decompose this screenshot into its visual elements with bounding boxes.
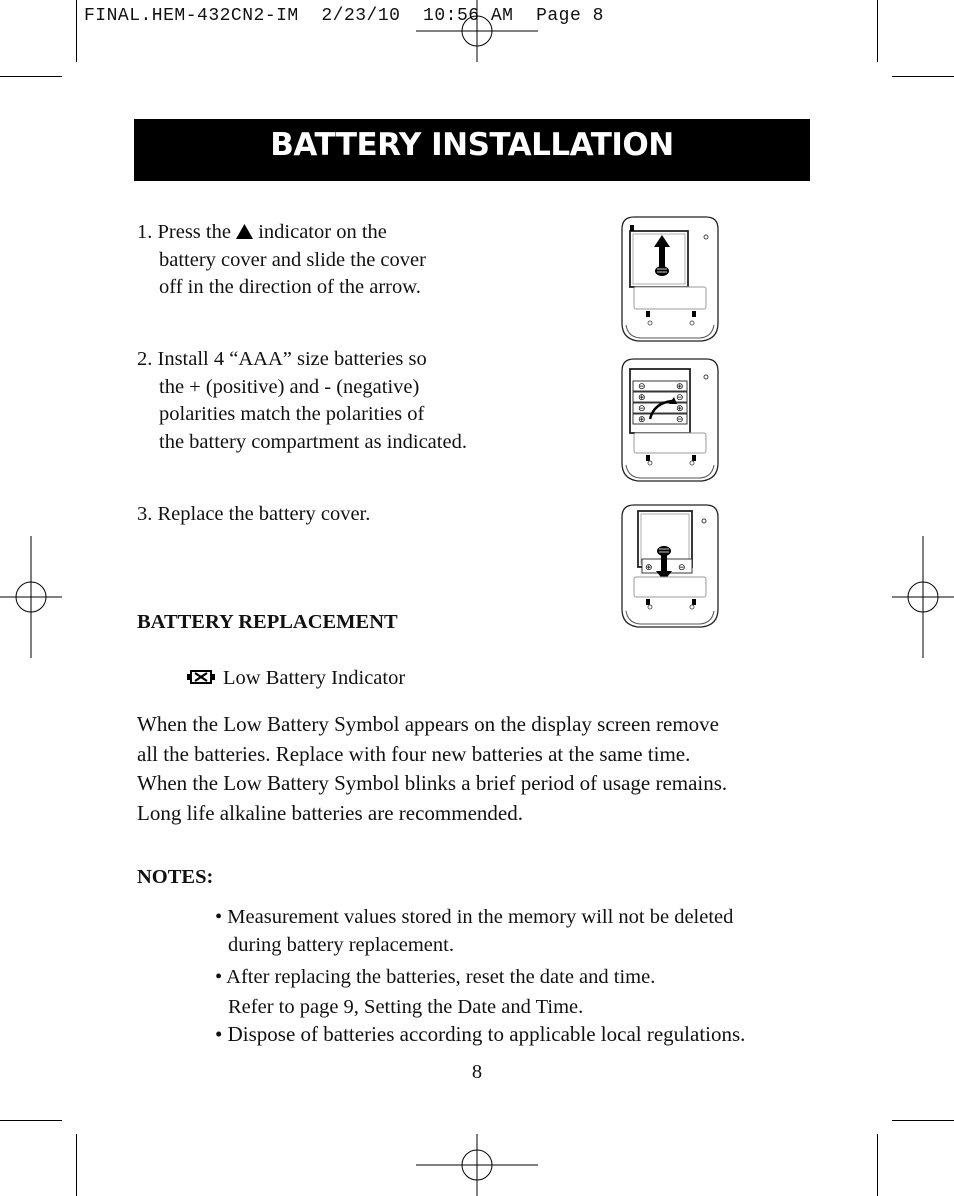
step-text: Replace the battery cover. — [157, 503, 371, 525]
crop-mark-icon — [892, 1120, 954, 1121]
svg-text:⊖: ⊖ — [678, 563, 686, 573]
printer-slug: FINAL.HEM-432CN2-IM 2/23/10 10:56 AM Page 8 — [84, 6, 604, 26]
note-text: • Measurement values stored in the memory will not be deleted — [215, 906, 734, 928]
svg-text:⊕: ⊕ — [676, 382, 684, 392]
note-item-2 — [215, 962, 815, 1022]
step-text: Install 4 “AAA” size batteries so — [157, 348, 427, 370]
crop-mark-icon — [877, 1134, 878, 1196]
step-text: Press the — [157, 221, 231, 243]
svg-text:⊖: ⊖ — [676, 415, 684, 425]
registration-mark-icon — [416, 0, 538, 62]
svg-text:⊖: ⊖ — [676, 393, 684, 403]
svg-text:⊖: ⊖ — [638, 382, 646, 392]
triangle-up-icon — [236, 224, 253, 239]
notes-heading: NOTES: — [137, 866, 214, 888]
batteries-installed-illustration — [620, 357, 720, 483]
note-text: during battery replacement. — [228, 934, 454, 956]
svg-text:⊖: ⊖ — [638, 404, 646, 414]
step-1 — [137, 219, 557, 302]
svg-text:⊕: ⊕ — [638, 415, 646, 425]
battery-cover-open-illustration — [620, 215, 720, 343]
svg-text:⊕: ⊕ — [638, 393, 646, 403]
low-battery-indicator-label: Low Battery Indicator — [223, 667, 406, 689]
section-heading-battery-replacement: BATTERY REPLACEMENT — [137, 611, 398, 633]
paragraph-line: When the Low Battery Symbol appears on the display screen remove — [137, 712, 719, 736]
note-text: • Dispose of batteries according to applicable local regulations. — [215, 1022, 746, 1046]
step-number: 1. — [137, 221, 153, 243]
replacement-paragraph — [137, 710, 837, 828]
paragraph-line: Long life alkaline batteries are recommended. — [137, 800, 523, 825]
low-battery-indicator-row — [187, 665, 405, 691]
crop-mark-icon — [892, 76, 954, 77]
step-text: polarities match the polarities of — [159, 403, 425, 425]
title-banner — [134, 119, 810, 181]
note-item-1 — [215, 903, 815, 959]
battery-cover-close-illustration — [620, 503, 720, 629]
note-item-3 — [215, 1020, 835, 1048]
registration-mark-icon — [416, 1134, 538, 1196]
svg-text:⊕: ⊕ — [676, 404, 684, 414]
step-text: the battery compartment as indicated. — [159, 430, 467, 453]
registration-mark-icon — [0, 536, 62, 658]
crop-mark-icon — [76, 0, 77, 62]
crop-mark-icon — [877, 0, 878, 62]
crop-mark-icon — [0, 1120, 62, 1121]
registration-mark-icon — [892, 536, 954, 658]
step-text: indicator on the — [258, 221, 387, 243]
note-text: Refer to page 9, Setting the Date and Time. — [228, 996, 584, 1018]
page-title: BATTERY INSTALLATION — [270, 127, 674, 163]
step-text: battery cover and slide the cover — [159, 248, 426, 271]
step-number: 2. — [137, 348, 153, 370]
page-number: 8 — [471, 1061, 483, 1083]
crop-mark-icon — [76, 1134, 77, 1196]
step-2 — [137, 346, 577, 456]
note-text: • After replacing the batteries, reset the date and time. — [215, 966, 656, 988]
low-battery-icon — [187, 668, 215, 686]
svg-text:⊕: ⊕ — [645, 563, 653, 573]
step-text: off in the direction of the arrow. — [159, 276, 421, 298]
step-text: the + (positive) and - (negative) — [159, 375, 420, 398]
step-3 — [137, 501, 557, 529]
step-number: 3. — [137, 503, 153, 525]
paragraph-line: all the batteries. Replace with four new batteries at the same time. — [137, 741, 691, 766]
crop-mark-icon — [0, 76, 62, 77]
paragraph-line: When the Low Battery Symbol blinks a brief period of usage remains. — [137, 771, 728, 795]
